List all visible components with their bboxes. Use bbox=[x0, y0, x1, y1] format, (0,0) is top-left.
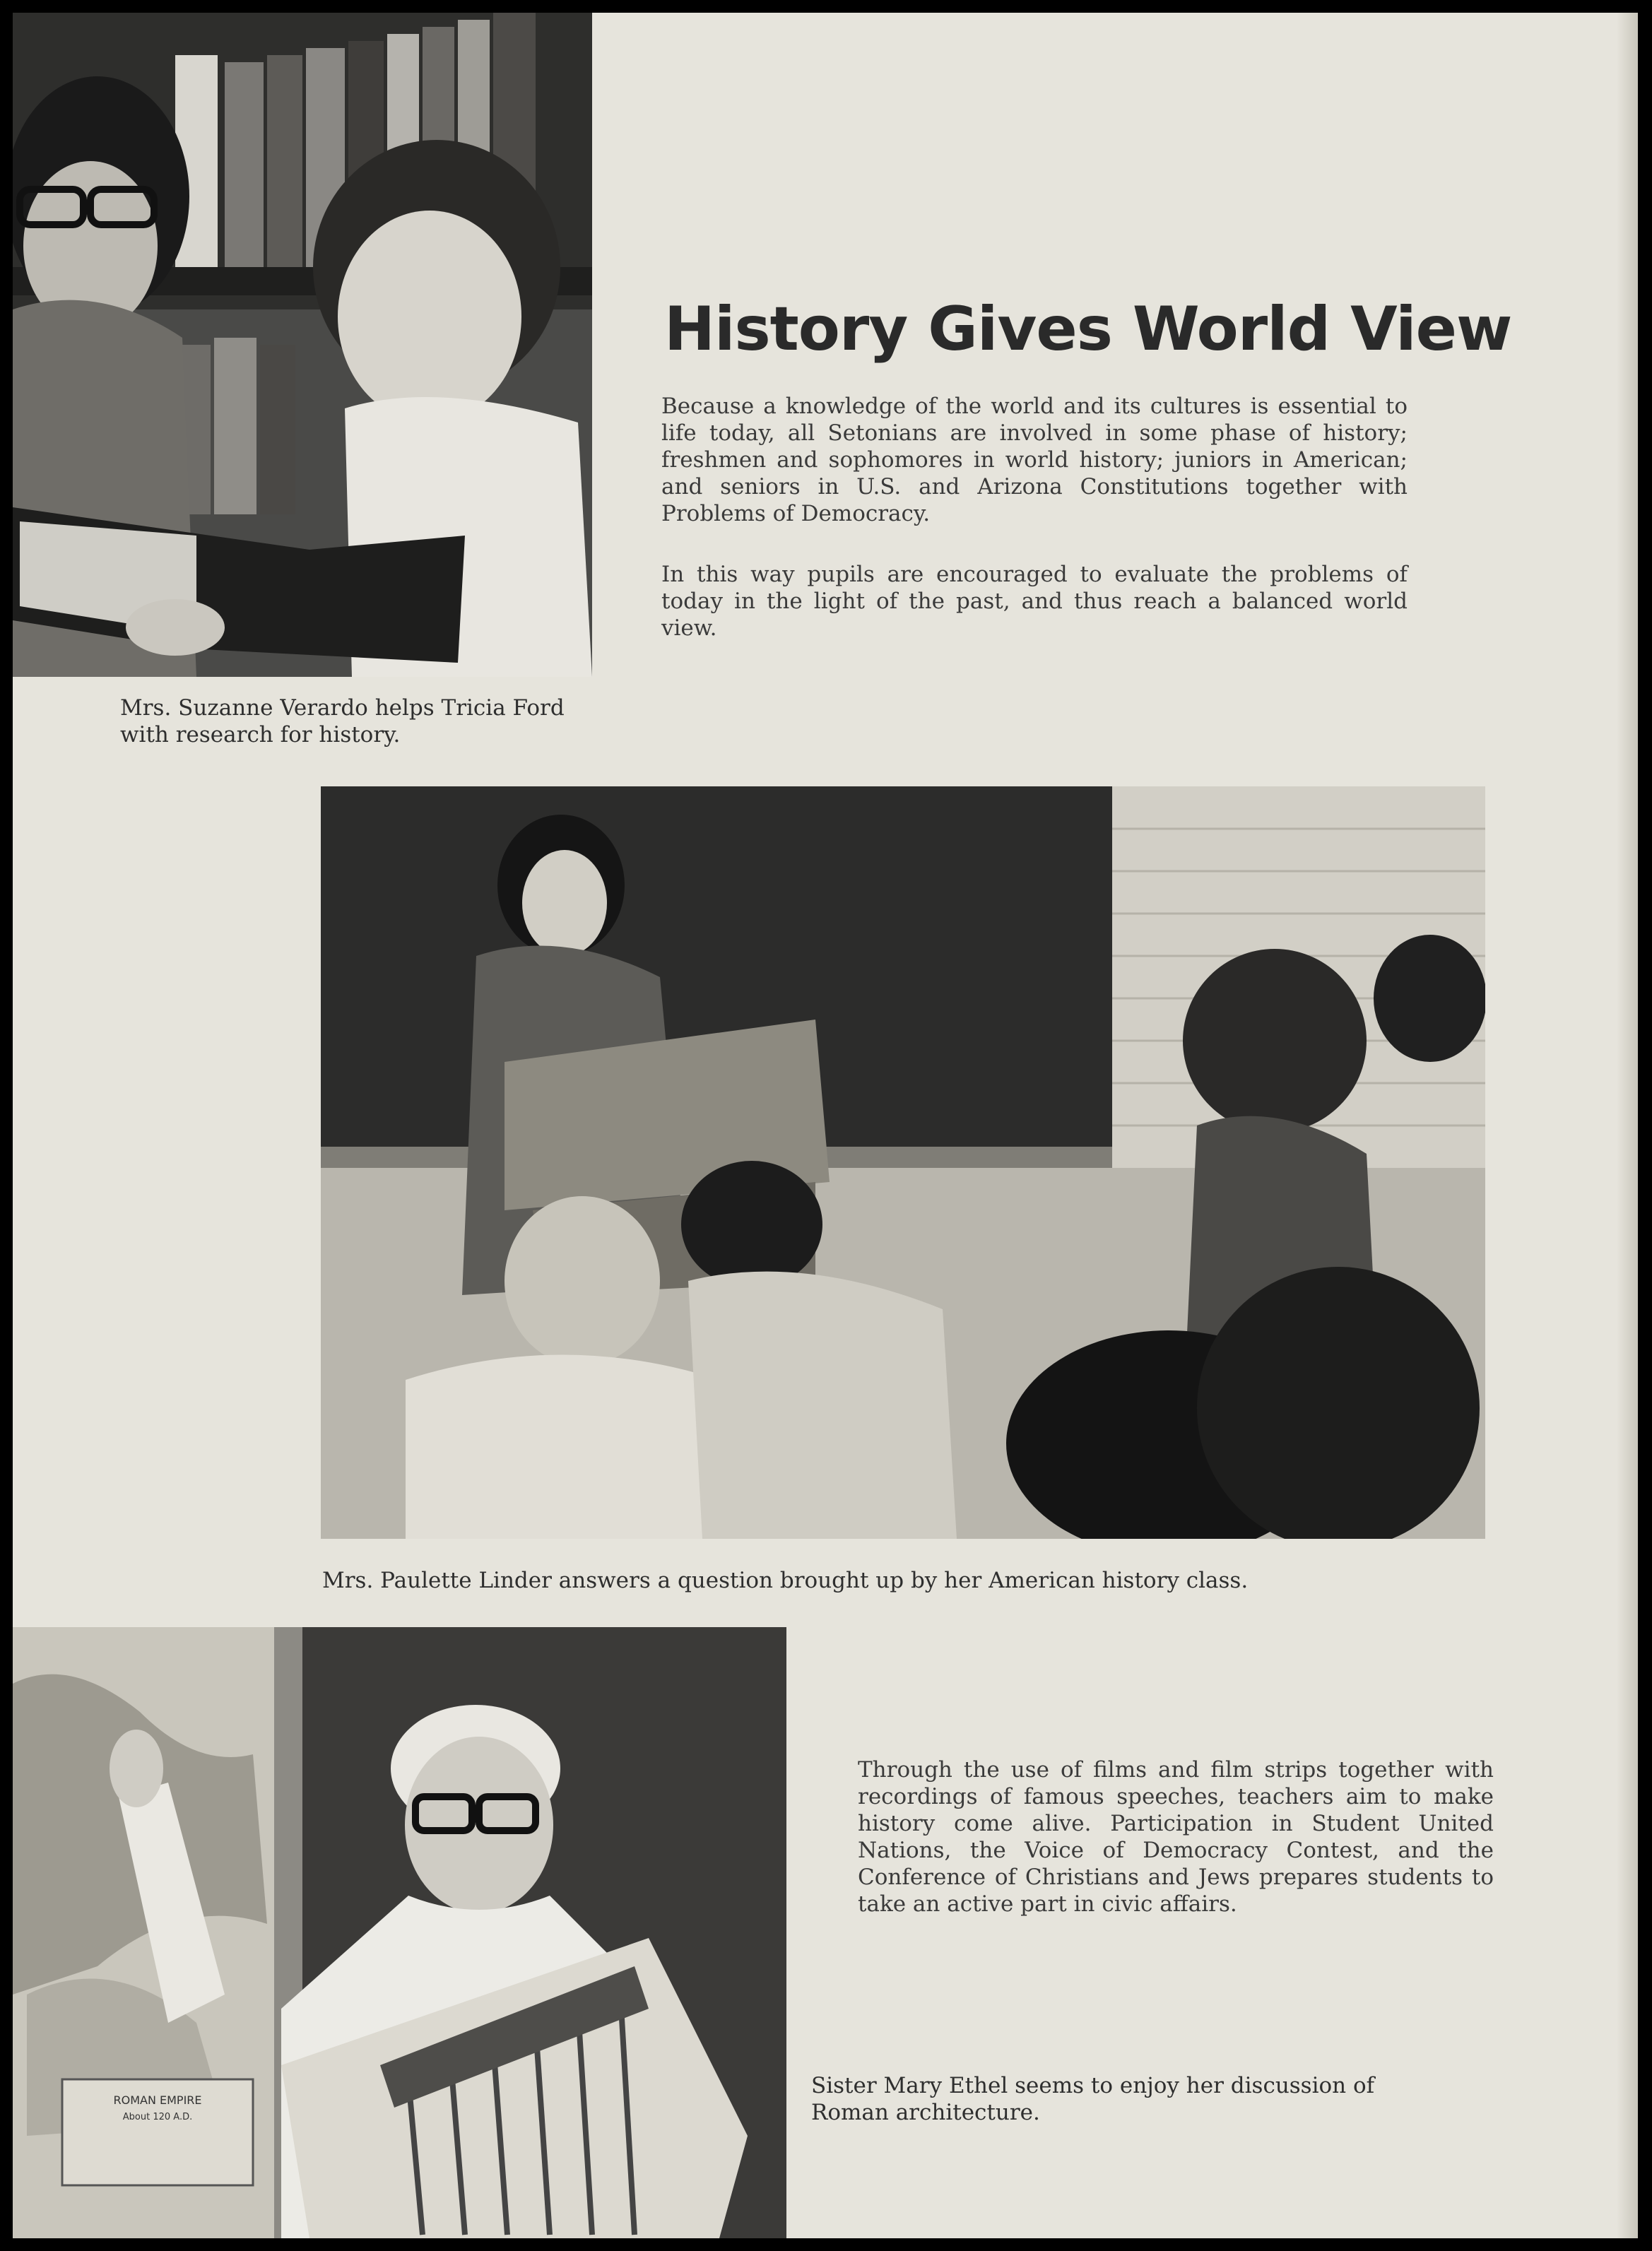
caption-top-photo bbox=[120, 695, 572, 748]
caption-middle-text: Mrs. Paulette Linder answers a question brought up by her American history class. bbox=[322, 1568, 1249, 1593]
intro-text-1: Because a knowledge of the world and its cultures is essential to life today, all Setonians are involved in some phase of history; freshmen and sophomores in world history; juniors in American; and seniors in U.S. and Arizona Constitutions together with Problems of Democracy. bbox=[661, 394, 1408, 526]
caption-bottom-text: Sister Mary Ethel seems to enjoy her discussion of Roman architecture. bbox=[811, 2073, 1375, 2125]
map-title: ROMAN EMPIRE bbox=[113, 2093, 202, 2107]
caption-bottom-photo bbox=[811, 2072, 1447, 2126]
caption-top-text: Mrs. Suzanne Verardo helps Tricia Ford with research for history. bbox=[120, 695, 565, 748]
photo-teacher-student-reading bbox=[13, 13, 592, 677]
body-bottom-paragraph bbox=[858, 1756, 1494, 1918]
yearbook-page bbox=[13, 13, 1638, 2238]
map-subtitle: About 120 A.D. bbox=[122, 2112, 193, 2122]
intro-paragraph-1 bbox=[661, 393, 1408, 527]
page-title: History Gives World View bbox=[664, 293, 1512, 365]
intro-paragraph-2 bbox=[661, 561, 1408, 642]
intro-text-2: In this way pupils are encouraged to evaluate the problems of today in the light of the past, and thus reach a balanced world view. bbox=[661, 562, 1408, 641]
page-binding-edge bbox=[1617, 13, 1638, 2238]
photo-roman-architecture bbox=[13, 1627, 786, 2238]
photo-history-class bbox=[321, 786, 1485, 1539]
body-bottom-text: Through the use of films and film strips together with recordings of famous speeches, teachers aim to make history come alive. Participation in Student United Nations, the Voice of Democracy Contest, and the Conference of Christians and Jews prepares students to take an active part in civic affairs. bbox=[858, 1757, 1494, 1917]
caption-middle-photo bbox=[322, 1567, 1481, 1594]
